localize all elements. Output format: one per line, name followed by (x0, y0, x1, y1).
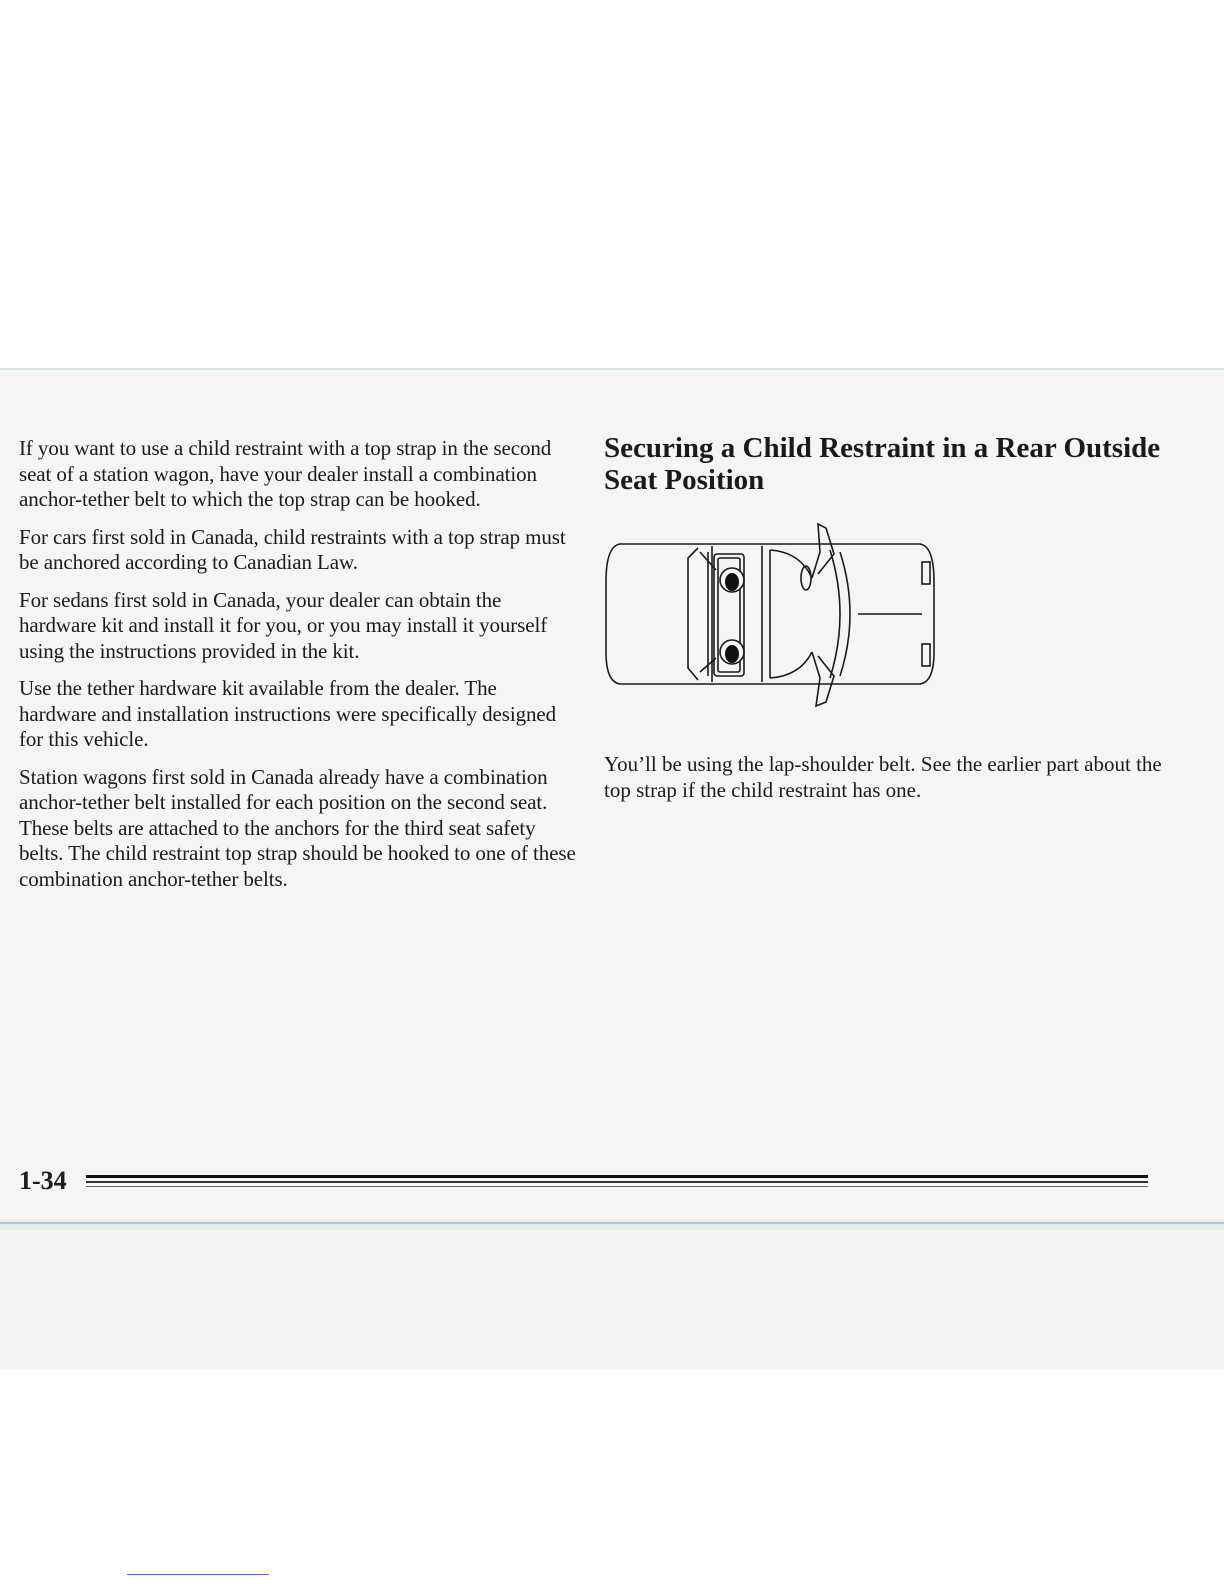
left-column (19, 436, 579, 904)
scan-bottom-strip (0, 1232, 1224, 1368)
paragraph-sedans-canada: For sedans first sold in Canada, your dealer can obtain the hardware kit and install it for you, or you may install it yourself using the instructions provided in the kit. (19, 587, 548, 663)
paragraph-top-strap-station-wagon: If you want to use a child restraint with a top strap in the second seat of a station wagon, have your dealer install a combination anchor-tether belt to which the top strap can be hooked. (19, 436, 552, 511)
scan-bottom-edge-line (0, 1222, 1224, 1224)
footer-rule-line (86, 1181, 1148, 1183)
paragraph-lap-shoulder-belt: You’ll be using the lap-shoulder belt. See the earlier part about the top strap if the child restraint has one. (604, 752, 1162, 802)
paragraph-station-wagons-canada: Station wagons first sold in Canada already have a combination anchor-tether belt installed for each position on the second seat. These belts are attached to the anchors for the third seat safety belts. The child restraint top strap should be hooked to one of these combination anchor-tether belts. (19, 764, 576, 891)
right-column (604, 432, 1164, 496)
page-number: 1-34 (19, 1166, 67, 1195)
footer-rule-line (86, 1175, 1148, 1178)
section-heading: Securing a Child Restraint in a Rear Outside Seat Position (604, 432, 1161, 496)
paragraph-tether-kit: Use the tether hardware kit available from the dealer. The hardware and installation instructions were specifically designed for this vehicle. (19, 676, 556, 751)
link-underline[interactable] (127, 1574, 269, 1575)
paragraph-canada-law: For cars first sold in Canada, child restraints with a top strap must be anchored according to Canadian Law. (19, 524, 566, 574)
footer-rule (86, 1175, 1148, 1193)
footer-rule-line (86, 1186, 1148, 1187)
car-top-view-illustration (604, 522, 950, 718)
